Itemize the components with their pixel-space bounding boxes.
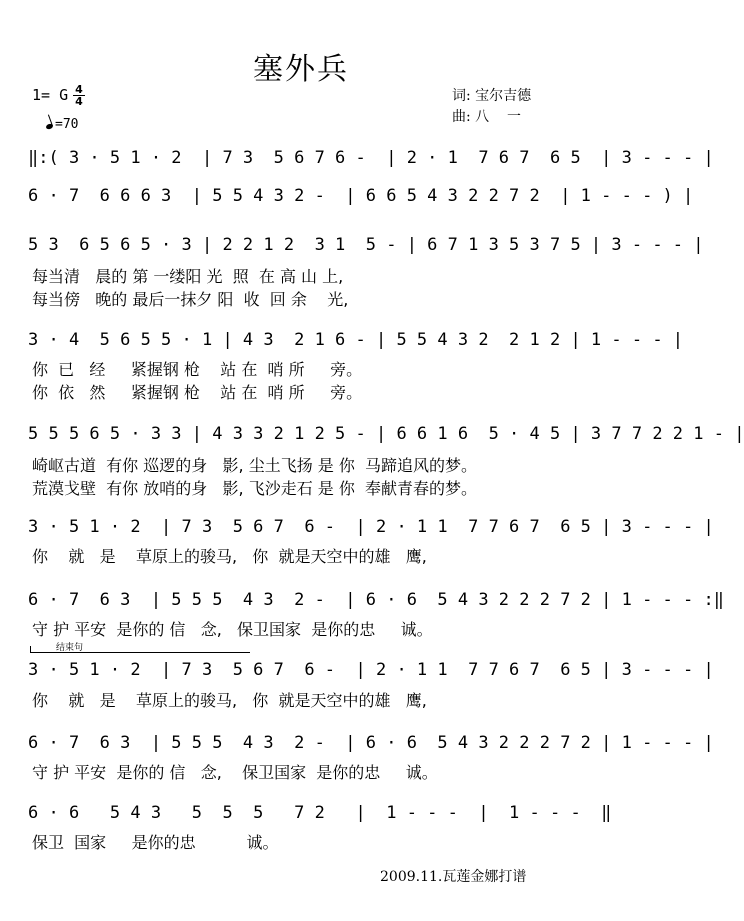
score-row-1: ‖:( 3 · 5 1 · 2 | 7 3 5 6 7 6 - | 2 · 1 7 6 7 6 5 | 3 - - - |	[28, 148, 714, 168]
score-row-4: 3 · 4 5 6 5 5 · 1 | 4 3 2 1 6 - | 5 5 4 3 2 2 1 2 | 1 - - - |	[28, 330, 684, 350]
score-row-3: 5 3 6 5 6 5 · 3 | 2 2 1 2 3 1 5 - | 6 7 1 3 5 3 7 5 | 3 - - - |	[28, 235, 704, 255]
lyric-row-10: 守 护 平安 是你的 信 念, 保卫国家 是你的忠 诚。	[32, 763, 438, 782]
score-row-6: 3 · 5 1 · 2 | 7 3 5 6 7 6 - | 2 · 1 1 7 7 6 7 6 5 | 3 - - - |	[28, 517, 714, 537]
tempo-value: =70	[55, 117, 79, 132]
lyric-row-9: 你 就 是 草原上的骏马, 你 就是天空中的雄 鹰,	[32, 691, 427, 710]
score-row-10: 6 · 6 5 4 3 5 5 5 7 2 | 1 - - - | 1 - - - ‖	[28, 803, 612, 823]
credits: 词: 宝尔吉德 曲: 八 一	[452, 88, 532, 125]
lyric-row-1: 每当清 晨的 第 一缕阳 光 照 在 高 山 上,	[32, 267, 344, 286]
lyric-row-4: 你 依 然 紧握钢 枪 站 在 哨 所 旁。	[32, 383, 363, 402]
score-row-9: 6 · 7 6 3 | 5 5 5 4 3 2 - | 6 · 6 5 4 3 2 2 2 7 2 | 1 - - - |	[28, 733, 714, 753]
score-row-8: 3 · 5 1 · 2 | 7 3 5 6 7 6 - | 2 · 1 1 7 7 6 7 6 5 | 3 - - - |	[28, 660, 714, 680]
ending-label: 结束句	[56, 643, 84, 653]
lyric-row-11: 保卫 国家 是你的忠 诚。	[32, 833, 279, 852]
lyric-row-7: 你 就 是 草原上的骏马, 你 就是天空中的雄 鹰,	[32, 547, 427, 566]
score-row-2: 6 · 7 6 6 6 3 | 5 5 4 3 2 - | 6 6 5 4 3 2 2 7 2 | 1 - - - ) |	[28, 186, 694, 206]
signature: 2009.11.瓦莲金娜打谱	[380, 869, 527, 885]
lyric-row-3: 你 已 经 紧握钢 枪 站 在 哨 所 旁。	[32, 360, 363, 379]
quarter-note-icon	[45, 123, 53, 130]
lyric-row-2: 每当傍 晚的 最后一抹夕 阳 收 回 余 光,	[32, 290, 349, 309]
song-title: 塞外兵	[253, 52, 349, 87]
lyric-row-6: 荒漠戈壁 有你 放哨的身 影, 飞沙走石 是 你 奉献青春的梦。	[32, 479, 478, 498]
lyric-row-5: 崎岖古道 有你 巡逻的身 影, 尘土飞扬 是 你 马蹄追风的梦。	[32, 456, 478, 475]
time-signature-top: 4	[75, 83, 83, 96]
time-signature-bottom: 4	[73, 95, 85, 107]
tempo-marking	[46, 117, 78, 132]
lyric-row-8: 守 护 平安 是你的 信 念, 保卫国家 是你的忠 诚。	[32, 620, 433, 639]
time-signature	[73, 84, 85, 107]
score-row-7: 6 · 7 6 3 | 5 5 5 4 3 2 - | 6 · 6 5 4 3 2 2 2 7 2 | 1 - - - :‖	[28, 590, 724, 610]
key-signature: 1= G	[32, 86, 69, 104]
score-row-5: 5 5 5 6 5 · 3 3 | 4 3 3 2 1 2 5 - | 6 6 1 6 5 · 4 5 | 3 7 7 2 2 1 - |	[28, 424, 744, 444]
ending-bracket-line	[30, 652, 250, 653]
